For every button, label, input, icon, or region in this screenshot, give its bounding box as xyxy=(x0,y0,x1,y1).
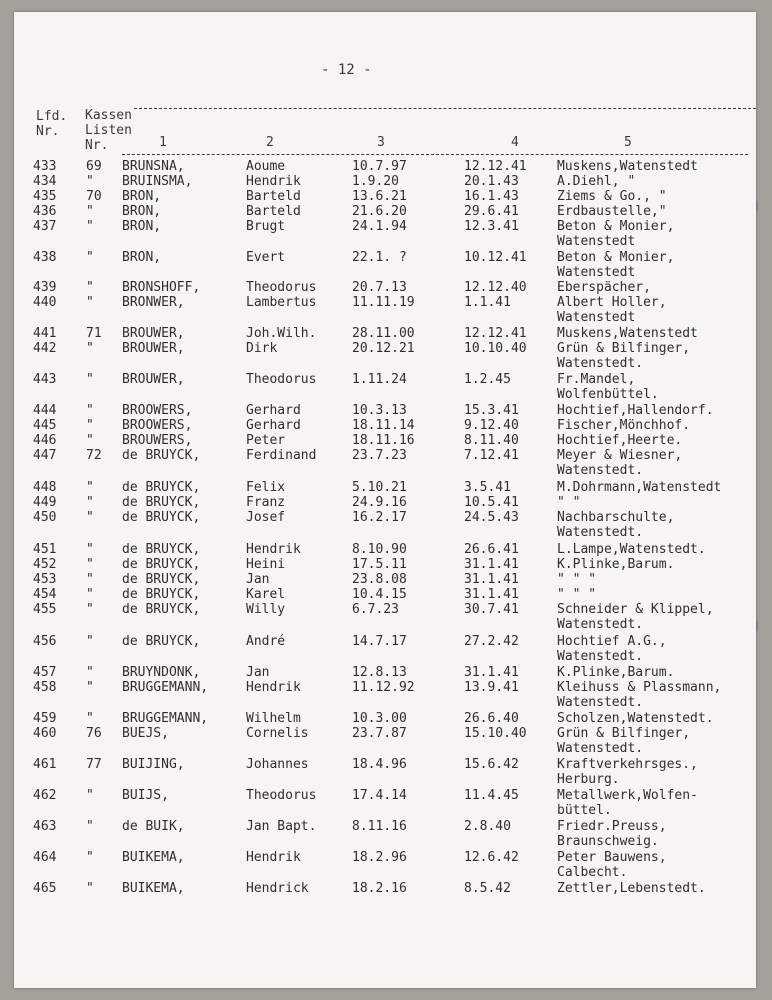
cell-surname: de BRUYCK, xyxy=(122,495,201,510)
cell-employer: Watenstedt xyxy=(557,310,636,325)
cell-employer: Scholzen,Watenstedt. xyxy=(557,711,714,726)
cell-kassen-nr: " xyxy=(86,433,94,448)
cell-kassen-nr: " xyxy=(86,219,94,234)
cell-first-name: Theodorus xyxy=(246,372,317,387)
cell-surname: BUEJS, xyxy=(122,726,169,741)
cell-surname: BRUINSMA, xyxy=(122,174,193,189)
cell-surname: BROOWERS, xyxy=(122,418,193,433)
cell-employer: Meyer & Wiesner, xyxy=(557,448,683,463)
cell-kassen-nr: " xyxy=(86,572,94,587)
header-listen: Listen xyxy=(85,123,132,138)
cell-birth-date: 18.2.16 xyxy=(352,881,407,896)
cell-kassen-nr: " xyxy=(86,788,94,803)
cell-date: 31.1.41 xyxy=(464,587,519,602)
cell-employer: büttel. xyxy=(557,803,612,818)
cell-employer: " " " xyxy=(557,572,597,587)
header-col-4: 4 xyxy=(511,135,519,150)
cell-date: 8.5.42 xyxy=(464,881,511,896)
cell-surname: BUIKEMA, xyxy=(122,881,185,896)
cell-employer: Watenstedt xyxy=(557,234,636,249)
cell-lfd-nr: 440 xyxy=(33,295,57,310)
header-rule-top xyxy=(134,108,756,109)
cell-first-name: Jan xyxy=(246,572,270,587)
cell-birth-date: 22.1. ? xyxy=(352,250,407,265)
cell-date: 10.10.40 xyxy=(464,341,527,356)
cell-lfd-nr: 455 xyxy=(33,602,57,617)
cell-kassen-nr: " xyxy=(86,372,94,387)
cell-date: 8.11.40 xyxy=(464,433,519,448)
cell-employer: K.Plinke,Barum. xyxy=(557,557,675,572)
cell-employer: Erdbaustelle," xyxy=(557,204,667,219)
cell-lfd-nr: 444 xyxy=(33,403,57,418)
cell-date: 15.3.41 xyxy=(464,403,519,418)
cell-date: 20.1.43 xyxy=(464,174,519,189)
cell-surname: de BRUYCK, xyxy=(122,510,201,525)
cell-lfd-nr: 454 xyxy=(33,587,57,602)
cell-kassen-nr: " xyxy=(86,250,94,265)
cell-employer: Watenstedt. xyxy=(557,649,644,664)
cell-lfd-nr: 458 xyxy=(33,680,57,695)
cell-lfd-nr: 450 xyxy=(33,510,57,525)
cell-date: 29.6.41 xyxy=(464,204,519,219)
cell-surname: BRUGGEMANN, xyxy=(122,711,209,726)
cell-lfd-nr: 446 xyxy=(33,433,57,448)
cell-surname: de BRUYCK, xyxy=(122,587,201,602)
cell-first-name: Lambertus xyxy=(246,295,317,310)
cell-employer: Braunschweig. xyxy=(557,834,659,849)
cell-surname: BROOWERS, xyxy=(122,403,193,418)
cell-surname: BRONSHOFF, xyxy=(122,280,201,295)
cell-kassen-nr: " xyxy=(86,711,94,726)
cell-birth-date: 10.7.97 xyxy=(352,159,407,174)
cell-kassen-nr: " xyxy=(86,403,94,418)
cell-lfd-nr: 459 xyxy=(33,711,57,726)
cell-kassen-nr: " xyxy=(86,557,94,572)
cell-first-name: Barteld xyxy=(246,189,301,204)
cell-first-name: Jan Bapt. xyxy=(246,819,317,834)
cell-first-name: Ferdinand xyxy=(246,448,317,463)
cell-birth-date: 1.11.24 xyxy=(352,372,407,387)
cell-lfd-nr: 453 xyxy=(33,572,57,587)
cell-surname: BUIJING, xyxy=(122,757,185,772)
cell-employer: Watenstedt. xyxy=(557,617,644,632)
cell-lfd-nr: 461 xyxy=(33,757,57,772)
cell-first-name: Hendrick xyxy=(246,881,309,896)
cell-birth-date: 10.3.00 xyxy=(352,711,407,726)
cell-employer: Watenstedt. xyxy=(557,695,644,710)
cell-first-name: Wilhelm xyxy=(246,711,301,726)
cell-kassen-nr: " xyxy=(86,602,94,617)
cell-date: 24.5.43 xyxy=(464,510,519,525)
cell-employer: Hochtief A.G., xyxy=(557,634,667,649)
cell-lfd-nr: 465 xyxy=(33,881,57,896)
cell-employer: Watenstedt. xyxy=(557,463,644,478)
header-col-2: 2 xyxy=(266,135,274,150)
cell-kassen-nr: " xyxy=(86,480,94,495)
cell-kassen-nr: " xyxy=(86,510,94,525)
cell-employer: Watenstedt. xyxy=(557,525,644,540)
cell-birth-date: 24.9.16 xyxy=(352,495,407,510)
cell-surname: de BRUYCK, xyxy=(122,602,201,617)
cell-date: 16.1.43 xyxy=(464,189,519,204)
cell-first-name: Barteld xyxy=(246,204,301,219)
cell-employer: " " " xyxy=(557,587,597,602)
cell-first-name: Hendrik xyxy=(246,174,301,189)
header-col-3: 3 xyxy=(377,135,385,150)
cell-employer: Metallwerk,Wolfen- xyxy=(557,788,698,803)
cell-kassen-nr: " xyxy=(86,204,94,219)
cell-employer: Zettler,Lebenstedt. xyxy=(557,881,706,896)
cell-kassen-nr: " xyxy=(86,819,94,834)
cell-employer: Grün & Bilfinger, xyxy=(557,341,691,356)
cell-employer: Fischer,Mönchhof. xyxy=(557,418,691,433)
cell-employer: Nachbarschulte, xyxy=(557,510,675,525)
cell-first-name: André xyxy=(246,634,286,649)
cell-kassen-nr: 70 xyxy=(86,189,102,204)
header-rule-bottom xyxy=(122,154,748,155)
cell-surname: BROUWER, xyxy=(122,372,185,387)
cell-lfd-nr: 441 xyxy=(33,326,57,341)
cell-surname: BRUNSNA, xyxy=(122,159,185,174)
cell-date: 27.2.42 xyxy=(464,634,519,649)
cell-first-name: Cornelis xyxy=(246,726,309,741)
cell-lfd-nr: 464 xyxy=(33,850,57,865)
cell-kassen-nr: " xyxy=(86,850,94,865)
cell-birth-date: 18.11.16 xyxy=(352,433,415,448)
cell-employer: Hochtief,Hallendorf. xyxy=(557,403,714,418)
cell-birth-date: 10.4.15 xyxy=(352,587,407,602)
cell-lfd-nr: 439 xyxy=(33,280,57,295)
cell-surname: de BRUYCK, xyxy=(122,557,201,572)
cell-lfd-nr: 448 xyxy=(33,480,57,495)
cell-surname: BRUGGEMANN, xyxy=(122,680,209,695)
cell-first-name: Theodorus xyxy=(246,280,317,295)
cell-first-name: Jan xyxy=(246,665,270,680)
cell-birth-date: 20.12.21 xyxy=(352,341,415,356)
cell-surname: BRUYNDONK, xyxy=(122,665,201,680)
cell-kassen-nr: " xyxy=(86,881,94,896)
cell-date: 10.12.41 xyxy=(464,250,527,265)
cell-kassen-nr: " xyxy=(86,680,94,695)
cell-kassen-nr: " xyxy=(86,542,94,557)
cell-first-name: Brugt xyxy=(246,219,286,234)
cell-first-name: Gerhard xyxy=(246,418,301,433)
cell-surname: BRON, xyxy=(122,204,162,219)
cell-first-name: Evert xyxy=(246,250,286,265)
cell-kassen-nr: 77 xyxy=(86,757,102,772)
cell-birth-date: 23.8.08 xyxy=(352,572,407,587)
cell-lfd-nr: 460 xyxy=(33,726,57,741)
cell-birth-date: 10.3.13 xyxy=(352,403,407,418)
cell-employer: Calbecht. xyxy=(557,865,628,880)
cell-first-name: Josef xyxy=(246,510,286,525)
cell-employer: Beton & Monier, xyxy=(557,250,675,265)
cell-birth-date: 28.11.00 xyxy=(352,326,415,341)
cell-surname: de BRUYCK, xyxy=(122,572,201,587)
cell-kassen-nr: " xyxy=(86,174,94,189)
cell-employer: Watenstedt. xyxy=(557,356,644,371)
cell-date: 12.12.41 xyxy=(464,159,527,174)
cell-birth-date: 5.10.21 xyxy=(352,480,407,495)
cell-employer: Beton & Monier, xyxy=(557,219,675,234)
cell-date: 2.8.40 xyxy=(464,819,511,834)
cell-surname: BRONWER, xyxy=(122,295,185,310)
cell-lfd-nr: 442 xyxy=(33,341,57,356)
cell-lfd-nr: 435 xyxy=(33,189,57,204)
cell-employer: Herburg. xyxy=(557,772,620,787)
cell-birth-date: 17.4.14 xyxy=(352,788,407,803)
cell-birth-date: 18.4.96 xyxy=(352,757,407,772)
cell-kassen-nr: " xyxy=(86,587,94,602)
cell-surname: de BRUYCK, xyxy=(122,480,201,495)
cell-kassen-nr: " xyxy=(86,495,94,510)
cell-kassen-nr: 71 xyxy=(86,326,102,341)
cell-surname: BROUWER, xyxy=(122,341,185,356)
cell-birth-date: 14.7.17 xyxy=(352,634,407,649)
cell-first-name: Peter xyxy=(246,433,286,448)
cell-birth-date: 21.6.20 xyxy=(352,204,407,219)
cell-date: 26.6.40 xyxy=(464,711,519,726)
cell-employer: Hochtief,Heerte. xyxy=(557,433,683,448)
cell-birth-date: 16.2.17 xyxy=(352,510,407,525)
page-number: - 12 - xyxy=(321,62,372,78)
cell-kassen-nr: " xyxy=(86,665,94,680)
cell-first-name: Franz xyxy=(246,495,286,510)
cell-kassen-nr: " xyxy=(86,418,94,433)
cell-first-name: Hendrik xyxy=(246,680,301,695)
cell-birth-date: 24.1.94 xyxy=(352,219,407,234)
cell-first-name: Felix xyxy=(246,480,286,495)
cell-lfd-nr: 452 xyxy=(33,557,57,572)
cell-first-name: Theodorus xyxy=(246,788,317,803)
cell-kassen-nr: " xyxy=(86,280,94,295)
cell-employer: K.Plinke,Barum. xyxy=(557,665,675,680)
cell-lfd-nr: 436 xyxy=(33,204,57,219)
cell-kassen-nr: 76 xyxy=(86,726,102,741)
header-kassen: Kassen xyxy=(85,108,132,123)
cell-lfd-nr: 437 xyxy=(33,219,57,234)
cell-birth-date: 18.2.96 xyxy=(352,850,407,865)
cell-date: 31.1.41 xyxy=(464,572,519,587)
cell-date: 12.12.41 xyxy=(464,326,527,341)
cell-employer: Grün & Bilfinger, xyxy=(557,726,691,741)
cell-date: 26.6.41 xyxy=(464,542,519,557)
cell-surname: de BRUYCK, xyxy=(122,634,201,649)
cell-employer: Eberspächer, xyxy=(557,280,651,295)
cell-birth-date: 11.12.92 xyxy=(352,680,415,695)
cell-date: 3.5.41 xyxy=(464,480,511,495)
cell-surname: BRON, xyxy=(122,250,162,265)
cell-employer: Peter Bauwens, xyxy=(557,850,667,865)
cell-birth-date: 1.9.20 xyxy=(352,174,399,189)
cell-lfd-nr: 457 xyxy=(33,665,57,680)
cell-date: 1.1.41 xyxy=(464,295,511,310)
header-listen-nr: Nr. xyxy=(85,138,109,153)
cell-employer: Friedr.Preuss, xyxy=(557,819,667,834)
cell-kassen-nr: " xyxy=(86,295,94,310)
cell-birth-date: 20.7.13 xyxy=(352,280,407,295)
cell-lfd-nr: 433 xyxy=(33,159,57,174)
cell-employer: Kleihuss & Plassmann, xyxy=(557,680,722,695)
cell-first-name: Hendrik xyxy=(246,542,301,557)
cell-first-name: Joh.Wilh. xyxy=(246,326,317,341)
cell-surname: de BRUYCK, xyxy=(122,542,201,557)
cell-first-name: Willy xyxy=(246,602,286,617)
cell-employer: Fr.Mandel, xyxy=(557,372,636,387)
cell-kassen-nr: " xyxy=(86,634,94,649)
cell-date: 12.12.40 xyxy=(464,280,527,295)
cell-date: 12.6.42 xyxy=(464,850,519,865)
cell-date: 13.9.41 xyxy=(464,680,519,695)
cell-lfd-nr: 451 xyxy=(33,542,57,557)
cell-kassen-nr: 69 xyxy=(86,159,102,174)
cell-birth-date: 8.11.16 xyxy=(352,819,407,834)
cell-lfd-nr: 449 xyxy=(33,495,57,510)
cell-surname: BRON, xyxy=(122,219,162,234)
header-lfd: Lfd. xyxy=(36,109,68,124)
cell-lfd-nr: 438 xyxy=(33,250,57,265)
cell-date: 7.12.41 xyxy=(464,448,519,463)
header-nr: Nr. xyxy=(36,124,60,139)
cell-lfd-nr: 456 xyxy=(33,634,57,649)
cell-first-name: Dirk xyxy=(246,341,278,356)
cell-date: 10.5.41 xyxy=(464,495,519,510)
cell-employer: Watenstedt xyxy=(557,265,636,280)
cell-employer: Albert Holler, xyxy=(557,295,667,310)
cell-birth-date: 23.7.87 xyxy=(352,726,407,741)
cell-surname: BUIJS, xyxy=(122,788,169,803)
cell-lfd-nr: 434 xyxy=(33,174,57,189)
cell-employer: " " xyxy=(557,495,581,510)
cell-kassen-nr: 72 xyxy=(86,448,102,463)
cell-date: 31.1.41 xyxy=(464,557,519,572)
cell-birth-date: 6.7.23 xyxy=(352,602,399,617)
cell-birth-date: 12.8.13 xyxy=(352,665,407,680)
cell-employer: Kraftverkehrsges., xyxy=(557,757,698,772)
cell-lfd-nr: 443 xyxy=(33,372,57,387)
header-col-1: 1 xyxy=(159,135,167,150)
header-col-5: 5 xyxy=(624,135,632,150)
cell-date: 15.10.40 xyxy=(464,726,527,741)
cell-lfd-nr: 445 xyxy=(33,418,57,433)
cell-first-name: Johannes xyxy=(246,757,309,772)
cell-first-name: Hendrik xyxy=(246,850,301,865)
cell-birth-date: 8.10.90 xyxy=(352,542,407,557)
cell-employer: Schneider & Klippel, xyxy=(557,602,714,617)
cell-date: 15.6.42 xyxy=(464,757,519,772)
cell-employer: Muskens,Watenstedt xyxy=(557,326,698,341)
cell-first-name: Gerhard xyxy=(246,403,301,418)
cell-date: 9.12.40 xyxy=(464,418,519,433)
cell-lfd-nr: 447 xyxy=(33,448,57,463)
cell-birth-date: 17.5.11 xyxy=(352,557,407,572)
cell-date: 11.4.45 xyxy=(464,788,519,803)
cell-first-name: Karel xyxy=(246,587,286,602)
cell-employer: Ziems & Go., " xyxy=(557,189,667,204)
cell-date: 12.3.41 xyxy=(464,219,519,234)
cell-employer: L.Lampe,Watenstedt. xyxy=(557,542,706,557)
cell-first-name: Heini xyxy=(246,557,286,572)
cell-surname: de BRUYCK, xyxy=(122,448,201,463)
cell-employer: Watenstedt. xyxy=(557,741,644,756)
cell-birth-date: 13.6.21 xyxy=(352,189,407,204)
cell-surname: de BUIK, xyxy=(122,819,185,834)
cell-date: 30.7.41 xyxy=(464,602,519,617)
cell-employer: A.Diehl, " xyxy=(557,174,636,189)
cell-surname: BROUWERS, xyxy=(122,433,193,448)
cell-lfd-nr: 463 xyxy=(33,819,57,834)
cell-employer: M.Dohrmann,Watenstedt xyxy=(557,480,722,495)
cell-birth-date: 18.11.14 xyxy=(352,418,415,433)
cell-surname: BRON, xyxy=(122,189,162,204)
cell-kassen-nr: " xyxy=(86,341,94,356)
cell-employer: Muskens,Watenstedt xyxy=(557,159,698,174)
cell-date: 31.1.41 xyxy=(464,665,519,680)
cell-birth-date: 23.7.23 xyxy=(352,448,407,463)
cell-birth-date: 11.11.19 xyxy=(352,295,415,310)
cell-surname: BROUWER, xyxy=(122,326,185,341)
cell-date: 1.2.45 xyxy=(464,372,511,387)
cell-first-name: Aoume xyxy=(246,159,286,174)
cell-employer: Wolfenbüttel. xyxy=(557,387,659,402)
cell-lfd-nr: 462 xyxy=(33,788,57,803)
document-page xyxy=(14,12,756,988)
cell-surname: BUIKEMA, xyxy=(122,850,185,865)
